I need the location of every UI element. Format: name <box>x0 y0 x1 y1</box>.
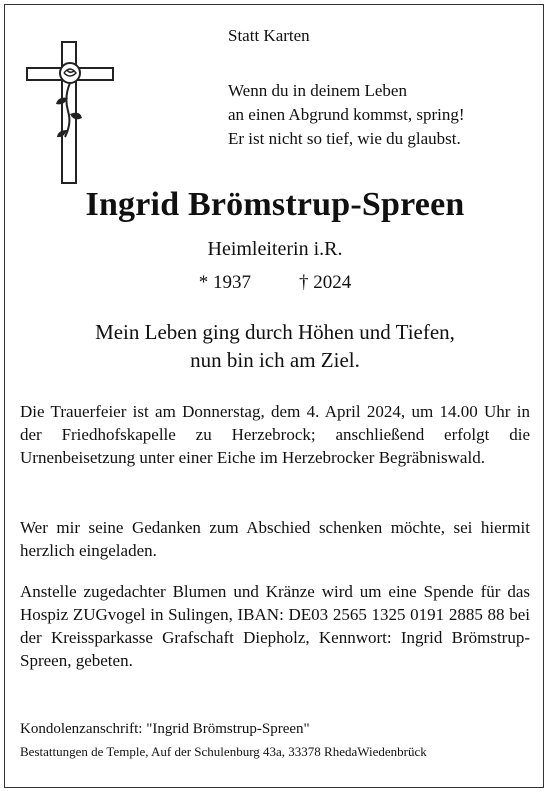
poem-line: Er ist nicht so tief, wie du glaubst. <box>228 129 461 148</box>
invitation-paragraph: Wer mir seine Gedanken zum Abschied schenken möchte, sei hiermit herzlich eingeladen. <box>20 518 530 560</box>
statt-karten-text: Statt Karten <box>228 26 310 45</box>
deceased-title: Heimleiterin i.R. <box>207 238 343 260</box>
deceased-name: Ingrid Brömstrup-Spreen <box>85 186 465 223</box>
funeral-home-address: Bestattungen de Temple, Auf der Schulenburg 43a, 33378 RhedaWiedenbrück <box>20 744 427 759</box>
funeral-paragraph: Die Trauerfeier ist am Donnerstag, dem 4. April 2024, um 14.00 Uhr in der Friedhofskapelle zu Herzebrock; anschließend erfolgt die Urnenbeisetzung unter einer Eiche im Herzebrocker Begräbniswald. <box>20 402 530 467</box>
poem <box>228 79 528 151</box>
birth-year: * 1937 <box>198 272 251 293</box>
motto <box>0 318 550 374</box>
motto-line: nun bin ich am Ziel. <box>190 348 360 372</box>
donation-paragraph: Anstelle zugedachter Blumen und Kränze wird um eine Spende für das Hospiz ZUGvogel in Sulingen, IBAN: DE03 2565 1325 0191 2885 88 bei der Kreissparkasse Grafschaft Diepholz, Kennwort: Ingrid Brömstrup-Spreen, gebeten. <box>20 582 530 670</box>
condolence-address-label: Kondolenzanschrift: "Ingrid Brömstrup-Spreen" <box>20 721 310 737</box>
death-year: † 2024 <box>299 272 352 293</box>
motto-line: Mein Leben ging durch Höhen und Tiefen, <box>95 320 455 344</box>
poem-line: Wenn du in deinem Leben <box>228 81 407 100</box>
cross-with-rose-icon <box>24 40 116 185</box>
life-dates <box>0 272 550 294</box>
poem-line: an einen Abgrund kommst, spring! <box>228 105 465 124</box>
